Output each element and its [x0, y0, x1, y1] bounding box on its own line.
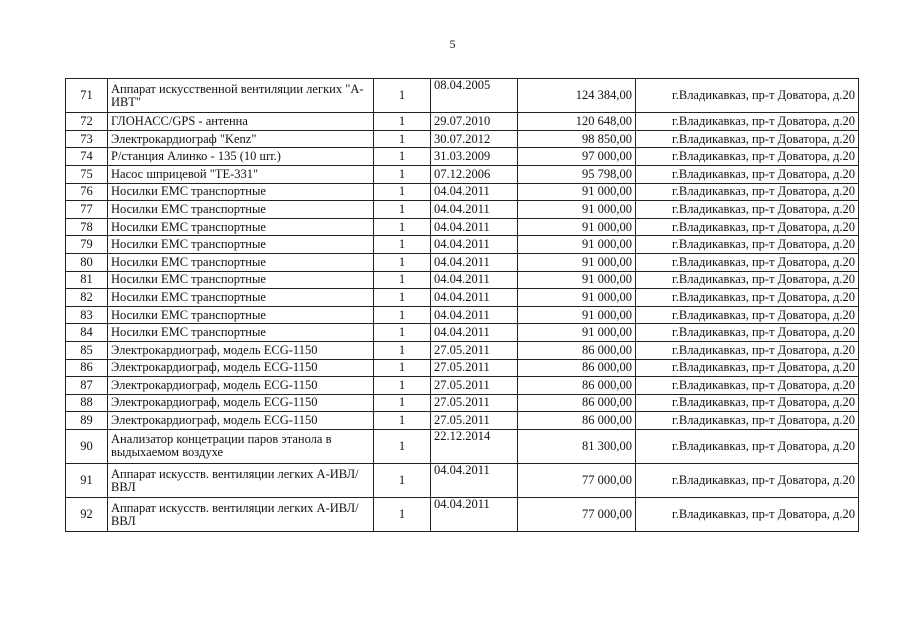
quantity-cell: 1: [374, 377, 431, 395]
item-name-cell: Электрокардиограф, модель ECG-1150: [108, 377, 374, 395]
cost-cell: 91 000,00: [518, 201, 636, 219]
address-cell: г.Владикавказ, пр-т Доватора, д.20: [636, 130, 859, 148]
table-row: [66, 165, 859, 183]
item-name-cell: Анализатор концетрации паров этанола в выдыхаемом воздухе: [108, 429, 374, 463]
acquisition-date-cell: 04.04.2011: [431, 253, 518, 271]
cost-cell: 91 000,00: [518, 236, 636, 254]
row-number-cell: 84: [66, 324, 108, 342]
cost-cell: 124 384,00: [518, 79, 636, 113]
table-row: [66, 289, 859, 307]
address-cell: г.Владикавказ, пр-т Доватора, д.20: [636, 412, 859, 430]
cost-cell: 91 000,00: [518, 324, 636, 342]
table-row: [66, 394, 859, 412]
acquisition-date-cell: 04.04.2011: [431, 306, 518, 324]
acquisition-date-cell: 04.04.2011: [431, 498, 518, 532]
row-number-cell: 73: [66, 130, 108, 148]
acquisition-date-cell: 04.04.2011: [431, 236, 518, 254]
cost-cell: 77 000,00: [518, 464, 636, 498]
cost-cell: 97 000,00: [518, 148, 636, 166]
cost-cell: 120 648,00: [518, 113, 636, 131]
item-name-cell: Носилки ЕМС транспортные: [108, 218, 374, 236]
acquisition-date-cell: 30.07.2012: [431, 130, 518, 148]
table-row: [66, 218, 859, 236]
row-number-cell: 76: [66, 183, 108, 201]
cost-cell: 91 000,00: [518, 253, 636, 271]
row-number-cell: 80: [66, 253, 108, 271]
row-number-cell: 92: [66, 498, 108, 532]
cost-cell: 98 850,00: [518, 130, 636, 148]
row-number-cell: 88: [66, 394, 108, 412]
cost-cell: 86 000,00: [518, 394, 636, 412]
address-cell: г.Владикавказ, пр-т Доватора, д.20: [636, 324, 859, 342]
item-name-cell: Электрокардиограф, модель ECG-1150: [108, 359, 374, 377]
table-row: [66, 183, 859, 201]
quantity-cell: 1: [374, 359, 431, 377]
quantity-cell: 1: [374, 429, 431, 463]
quantity-cell: 1: [374, 464, 431, 498]
address-cell: г.Владикавказ, пр-т Доватора, д.20: [636, 148, 859, 166]
address-cell: г.Владикавказ, пр-т Доватора, д.20: [636, 253, 859, 271]
address-cell: г.Владикавказ, пр-т Доватора, д.20: [636, 377, 859, 395]
quantity-cell: 1: [374, 341, 431, 359]
quantity-cell: 1: [374, 236, 431, 254]
cost-cell: 95 798,00: [518, 165, 636, 183]
cost-cell: 91 000,00: [518, 289, 636, 307]
row-number-cell: 79: [66, 236, 108, 254]
row-number-cell: 83: [66, 306, 108, 324]
acquisition-date-cell: 04.04.2011: [431, 271, 518, 289]
page-number: 5: [449, 37, 456, 51]
address-cell: г.Владикавказ, пр-т Доватора, д.20: [636, 394, 859, 412]
item-name-cell: Носилки ЕМС транспортные: [108, 324, 374, 342]
quantity-cell: 1: [374, 113, 431, 131]
row-number-cell: 81: [66, 271, 108, 289]
address-cell: г.Владикавказ, пр-т Доватора, д.20: [636, 359, 859, 377]
table-row: [66, 253, 859, 271]
cost-cell: 86 000,00: [518, 412, 636, 430]
cost-cell: 81 300,00: [518, 429, 636, 463]
table-row: [66, 341, 859, 359]
address-cell: г.Владикавказ, пр-т Доватора, д.20: [636, 236, 859, 254]
row-number-cell: 87: [66, 377, 108, 395]
table-row: [66, 377, 859, 395]
acquisition-date-cell: 04.04.2011: [431, 289, 518, 307]
row-number-cell: 91: [66, 464, 108, 498]
acquisition-date-cell: 27.05.2011: [431, 377, 518, 395]
acquisition-date-cell: 27.05.2011: [431, 359, 518, 377]
table-row: [66, 324, 859, 342]
row-number-cell: 85: [66, 341, 108, 359]
item-name-cell: Насос шприцевой "TE-331": [108, 165, 374, 183]
acquisition-date-cell: 08.04.2005: [431, 79, 518, 113]
cost-cell: 91 000,00: [518, 271, 636, 289]
row-number-cell: 78: [66, 218, 108, 236]
row-number-cell: 74: [66, 148, 108, 166]
item-name-cell: Носилки ЕМС транспортные: [108, 253, 374, 271]
address-cell: г.Владикавказ, пр-т Доватора, д.20: [636, 165, 859, 183]
quantity-cell: 1: [374, 253, 431, 271]
acquisition-date-cell: 27.05.2011: [431, 394, 518, 412]
address-cell: г.Владикавказ, пр-т Доватора, д.20: [636, 498, 859, 532]
quantity-cell: 1: [374, 289, 431, 307]
acquisition-date-cell: 04.04.2011: [431, 324, 518, 342]
acquisition-date-cell: 22.12.2014: [431, 429, 518, 463]
acquisition-date-cell: 04.04.2011: [431, 218, 518, 236]
item-name-cell: Аппарат искусств. вентиляции легких А-ИВЛ/ВВЛ: [108, 498, 374, 532]
item-name-cell: Электрокардиограф, модель ECG-1150: [108, 412, 374, 430]
address-cell: г.Владикавказ, пр-т Доватора, д.20: [636, 201, 859, 219]
address-cell: г.Владикавказ, пр-т Доватора, д.20: [636, 429, 859, 463]
item-name-cell: Носилки ЕМС транспортные: [108, 289, 374, 307]
acquisition-date-cell: 29.07.2010: [431, 113, 518, 131]
row-number-cell: 89: [66, 412, 108, 430]
address-cell: г.Владикавказ, пр-т Доватора, д.20: [636, 271, 859, 289]
item-name-cell: Электрокардиограф, модель ECG-1150: [108, 394, 374, 412]
row-number-cell: 90: [66, 429, 108, 463]
cost-cell: 86 000,00: [518, 359, 636, 377]
acquisition-date-cell: 07.12.2006: [431, 165, 518, 183]
inventory-table-body: [66, 79, 859, 532]
inventory-table: [65, 78, 859, 532]
cost-cell: 91 000,00: [518, 306, 636, 324]
item-name-cell: Носилки ЕМС транспортные: [108, 306, 374, 324]
table-row: [66, 236, 859, 254]
cost-cell: 86 000,00: [518, 377, 636, 395]
cost-cell: 77 000,00: [518, 498, 636, 532]
item-name-cell: Аппарат искусственной вентиляции легких "А-ИВТ": [108, 79, 374, 113]
quantity-cell: 1: [374, 218, 431, 236]
item-name-cell: Электрокардиограф "Kenz": [108, 130, 374, 148]
table-row: [66, 412, 859, 430]
item-name-cell: Р/станция Алинко - 135 (10 шт.): [108, 148, 374, 166]
quantity-cell: 1: [374, 271, 431, 289]
quantity-cell: 1: [374, 201, 431, 219]
table-row: [66, 271, 859, 289]
acquisition-date-cell: 27.05.2011: [431, 412, 518, 430]
cost-cell: 86 000,00: [518, 341, 636, 359]
table-row: [66, 498, 859, 532]
row-number-cell: 71: [66, 79, 108, 113]
address-cell: г.Владикавказ, пр-т Доватора, д.20: [636, 464, 859, 498]
table-row: [66, 113, 859, 131]
quantity-cell: 1: [374, 79, 431, 113]
address-cell: г.Владикавказ, пр-т Доватора, д.20: [636, 183, 859, 201]
quantity-cell: 1: [374, 148, 431, 166]
table-row: [66, 306, 859, 324]
address-cell: г.Владикавказ, пр-т Доватора, д.20: [636, 341, 859, 359]
cost-cell: 91 000,00: [518, 183, 636, 201]
item-name-cell: Носилки ЕМС транспортные: [108, 271, 374, 289]
row-number-cell: 72: [66, 113, 108, 131]
address-cell: г.Владикавказ, пр-т Доватора, д.20: [636, 113, 859, 131]
quantity-cell: 1: [374, 183, 431, 201]
item-name-cell: Носилки ЕМС транспортные: [108, 236, 374, 254]
table-row: [66, 359, 859, 377]
quantity-cell: 1: [374, 306, 431, 324]
table-row: [66, 429, 859, 463]
quantity-cell: 1: [374, 394, 431, 412]
table-row: [66, 464, 859, 498]
table-row: [66, 148, 859, 166]
quantity-cell: 1: [374, 498, 431, 532]
address-cell: г.Владикавказ, пр-т Доватора, д.20: [636, 289, 859, 307]
table-row: [66, 130, 859, 148]
address-cell: г.Владикавказ, пр-т Доватора, д.20: [636, 218, 859, 236]
acquisition-date-cell: 27.05.2011: [431, 341, 518, 359]
acquisition-date-cell: 04.04.2011: [431, 201, 518, 219]
quantity-cell: 1: [374, 412, 431, 430]
item-name-cell: Носилки ЕМС транспортные: [108, 201, 374, 219]
table-row: [66, 201, 859, 219]
item-name-cell: Электрокардиограф, модель ECG-1150: [108, 341, 374, 359]
item-name-cell: Носилки ЕМС транспортные: [108, 183, 374, 201]
quantity-cell: 1: [374, 165, 431, 183]
item-name-cell: Аппарат искусств. вентиляции легких А-ИВЛ/ВВЛ: [108, 464, 374, 498]
address-cell: г.Владикавказ, пр-т Доватора, д.20: [636, 79, 859, 113]
row-number-cell: 82: [66, 289, 108, 307]
acquisition-date-cell: 31.03.2009: [431, 148, 518, 166]
cost-cell: 91 000,00: [518, 218, 636, 236]
address-cell: г.Владикавказ, пр-т Доватора, д.20: [636, 306, 859, 324]
row-number-cell: 75: [66, 165, 108, 183]
quantity-cell: 1: [374, 324, 431, 342]
acquisition-date-cell: 04.04.2011: [431, 464, 518, 498]
item-name-cell: ГЛОНАСС/GPS - антенна: [108, 113, 374, 131]
quantity-cell: 1: [374, 130, 431, 148]
row-number-cell: 86: [66, 359, 108, 377]
table-row: [66, 79, 859, 113]
row-number-cell: 77: [66, 201, 108, 219]
acquisition-date-cell: 04.04.2011: [431, 183, 518, 201]
